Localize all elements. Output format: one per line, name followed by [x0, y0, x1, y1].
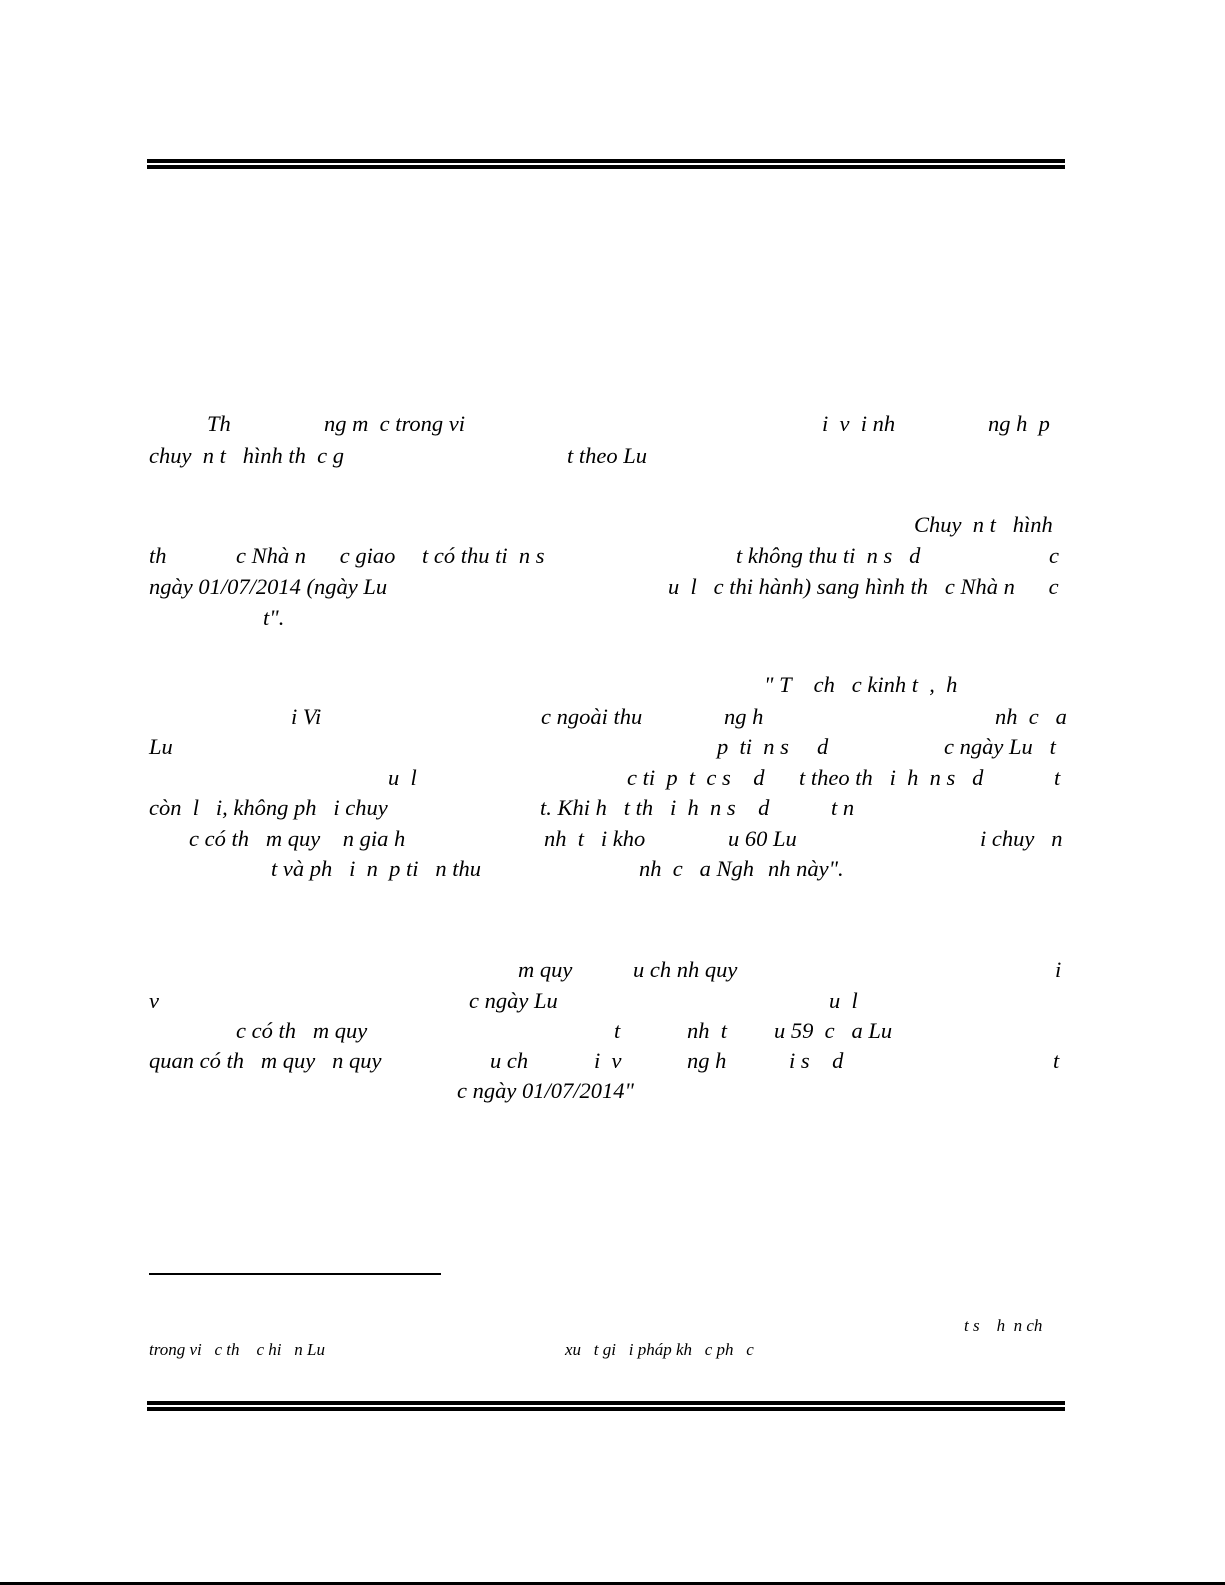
text-fragment: t không thu ti n s d — [736, 543, 921, 568]
text-fragment: ng h — [724, 704, 764, 729]
text-fragment: u l — [388, 765, 417, 790]
text-fragment: m quy — [518, 957, 573, 982]
text-fragment: ng m c trong vi — [324, 411, 466, 436]
text-fragment: Chuy n t hình — [914, 512, 1053, 537]
text-fragment: c ngày Lu — [469, 988, 558, 1013]
text-fragment: c — [1049, 543, 1059, 568]
text-fragment: i v i nh — [822, 411, 896, 436]
text-fragment: ng h — [687, 1048, 727, 1073]
text-fragment: c Nhà n c giao — [236, 543, 396, 568]
text-fragment: quan có th m quy n quy — [149, 1048, 382, 1073]
footer-rule-top — [147, 1401, 1065, 1405]
text-fragment: c ti p t c s d — [627, 765, 765, 790]
text-fragment: u ch nh quy — [633, 957, 738, 982]
text-fragment: c có th m quy n gia h — [189, 826, 406, 851]
header-rule-bottom — [147, 165, 1065, 169]
text-fragment: nh c a Ngh — [639, 856, 754, 881]
text-fragment: t theo Lu — [567, 443, 648, 468]
text-fragment: i — [1055, 957, 1062, 982]
text-fragment: nh t i kho — [544, 826, 646, 851]
text-fragment: ng h p — [988, 411, 1050, 436]
text-fragment: t. Khi h t th i h n s d — [540, 795, 770, 820]
text-fragment: nh này". — [768, 856, 844, 881]
text-fragment: t n — [831, 795, 855, 820]
text-fragment: i chuy n — [980, 826, 1063, 851]
text-fragment: i v — [594, 1048, 622, 1073]
header-rule-top — [147, 159, 1065, 163]
text-fragment: t theo th i h n s d — [799, 765, 984, 790]
text-fragment: nh t — [687, 1018, 728, 1043]
text-fragment: còn l i, không ph i chuy — [149, 795, 388, 820]
text-fragment: u l c thi hành) sang hình th c Nhà n c — [668, 574, 1059, 599]
text-fragment: p ti n s d — [717, 734, 829, 759]
text-fragment: t — [1053, 1048, 1060, 1073]
text-fragment: t". — [263, 605, 285, 630]
text-fragment: t — [614, 1018, 621, 1043]
text-fragment: i Vi — [291, 704, 322, 729]
text-fragment: u 59 c a Lu — [774, 1018, 893, 1043]
text-fragment: u ch — [490, 1048, 529, 1073]
text-fragment: th — [149, 543, 167, 568]
text-fragment: v — [149, 988, 159, 1013]
footnote-separator — [149, 1273, 441, 1275]
text-fragment: c có th m quy — [236, 1018, 368, 1043]
text-fragment: ngày 01/07/2014 (ngày Lu — [149, 574, 388, 599]
text-fragment: t có thu ti n s — [422, 543, 545, 568]
text-fragment: c ngày 01/07/2014" — [457, 1078, 634, 1103]
text-fragment: c ngoài thu — [541, 704, 643, 729]
text-fragment: t và ph i n p ti n thu — [271, 856, 481, 881]
footnote-text-fragment: xu t gi i pháp kh c ph c — [565, 1340, 754, 1359]
text-fragment: t — [1054, 765, 1061, 790]
text-fragment: Lu — [149, 734, 173, 759]
text-fragment: " T ch c kinh t , h — [764, 672, 958, 697]
footnote-text-fragment: t s h n ch — [964, 1316, 1043, 1335]
text-fragment: c ngày Lu t — [944, 734, 1056, 759]
footnote-text-fragment: trong vi c th c hi n Lu — [149, 1340, 325, 1359]
text-fragment: chuy n t hình th c g — [149, 443, 344, 468]
text-fragment: nh c a — [995, 704, 1067, 729]
text-fragment: i s d — [789, 1048, 844, 1073]
text-fragment: u 60 Lu — [728, 826, 797, 851]
footer-rule-bottom — [147, 1407, 1065, 1411]
text-fragment: u l — [829, 988, 858, 1013]
text-fragment: Th — [207, 411, 231, 436]
